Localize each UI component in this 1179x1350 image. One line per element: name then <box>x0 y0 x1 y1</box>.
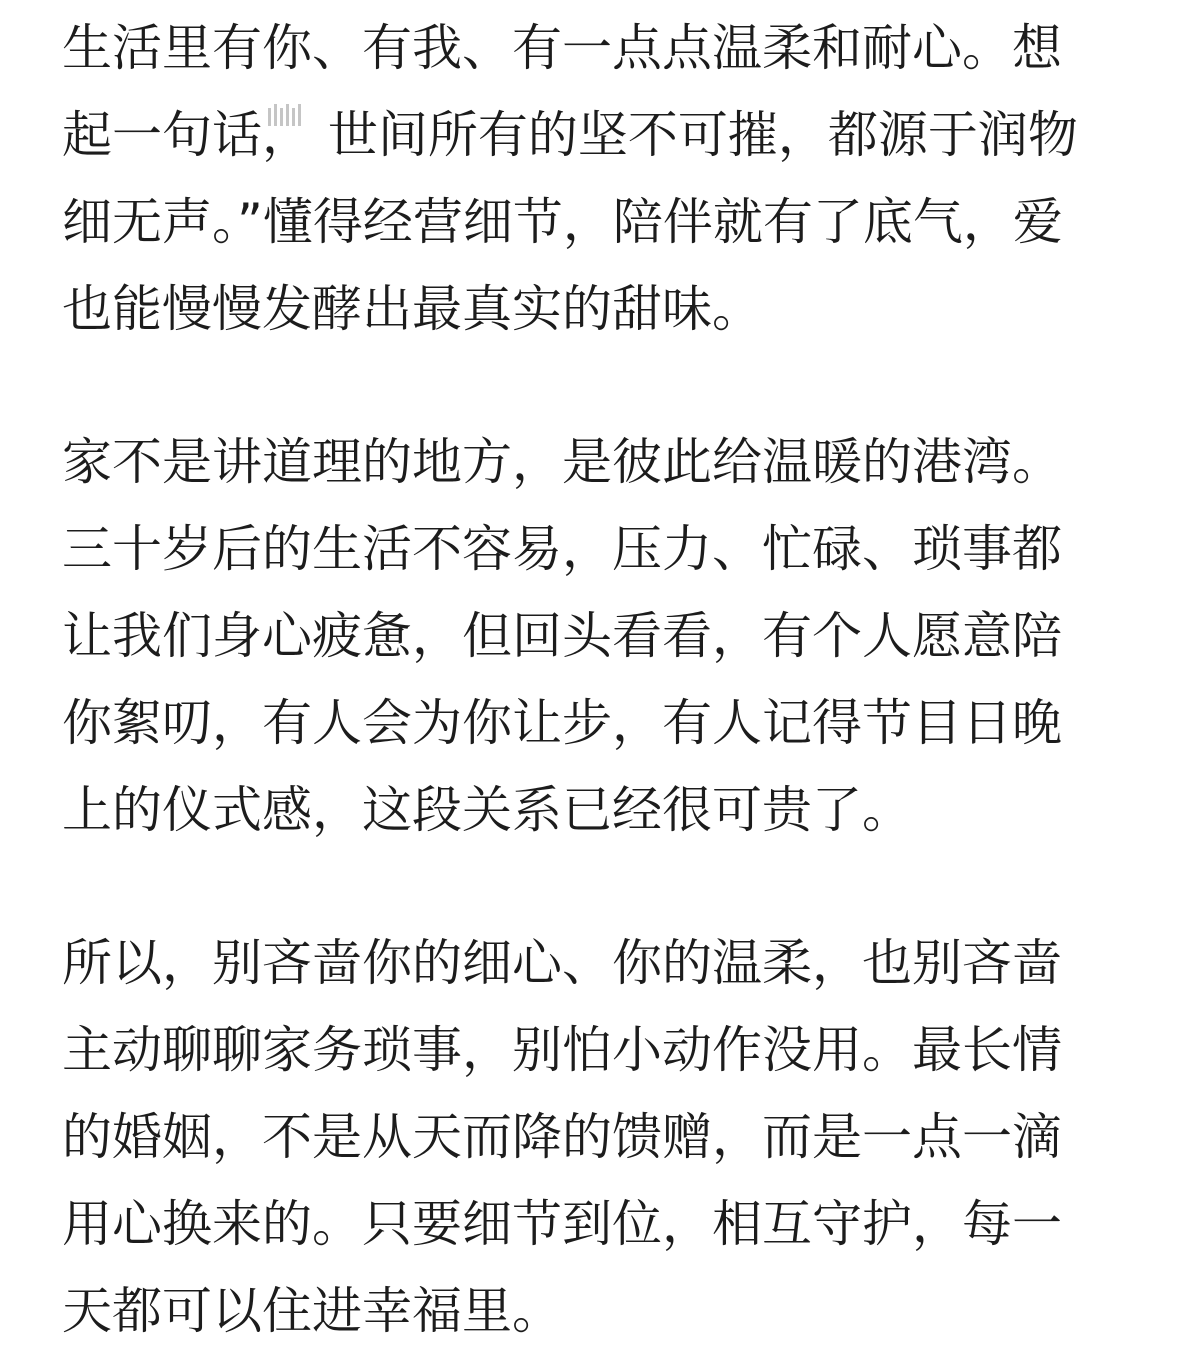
paragraph-1-line-2: 起一句话， 世间所有的坚不可摧，都源于润物 <box>62 106 1078 164</box>
paragraph-1-line-1: 生活里有你、有我、有一点点温柔和耐心。想 <box>62 19 1062 77</box>
paragraph-3-line-1: 所以，别吝啬你的细心、你的温柔，也别吝啬 <box>62 934 1062 992</box>
paragraph-3-line-4: 用心换来的。只要细节到位，相互守护，每一 <box>62 1195 1062 1253</box>
paragraph-2-line-2: 三十岁后的生活不容易，压力、忙碌、琐事都 <box>62 520 1062 578</box>
paragraph-3-line-5: 天都可以住进幸福里。 <box>62 1282 562 1340</box>
glitched-quote-mark <box>268 104 338 132</box>
paragraph-1-line-3: 细无声。”懂得经营细节，陪伴就有了底气，爱 <box>62 193 1063 251</box>
paragraph-3-line-3: 的婚姻，不是从天而降的馈赠，而是一点一滴 <box>62 1108 1062 1166</box>
paragraph-2-line-5: 上的仪式感，这段关系已经很可贵了。 <box>62 781 912 839</box>
paragraph-1-line-4: 也能慢慢发酵出最真实的甜味。 <box>62 280 762 338</box>
paragraph-2-line-4: 你絮叨，有人会为你让步，有人记得节目日晚 <box>62 694 1062 752</box>
paragraph-2-line-3: 让我们身心疲惫，但回头看看，有个人愿意陪 <box>62 607 1062 665</box>
paragraph-2-line-1: 家不是讲道理的地方，是彼此给温暖的港湾。 <box>62 433 1062 491</box>
paragraph-3-line-2: 主动聊聊家务琐事，别怕小动作没用。最长情 <box>62 1021 1062 1079</box>
